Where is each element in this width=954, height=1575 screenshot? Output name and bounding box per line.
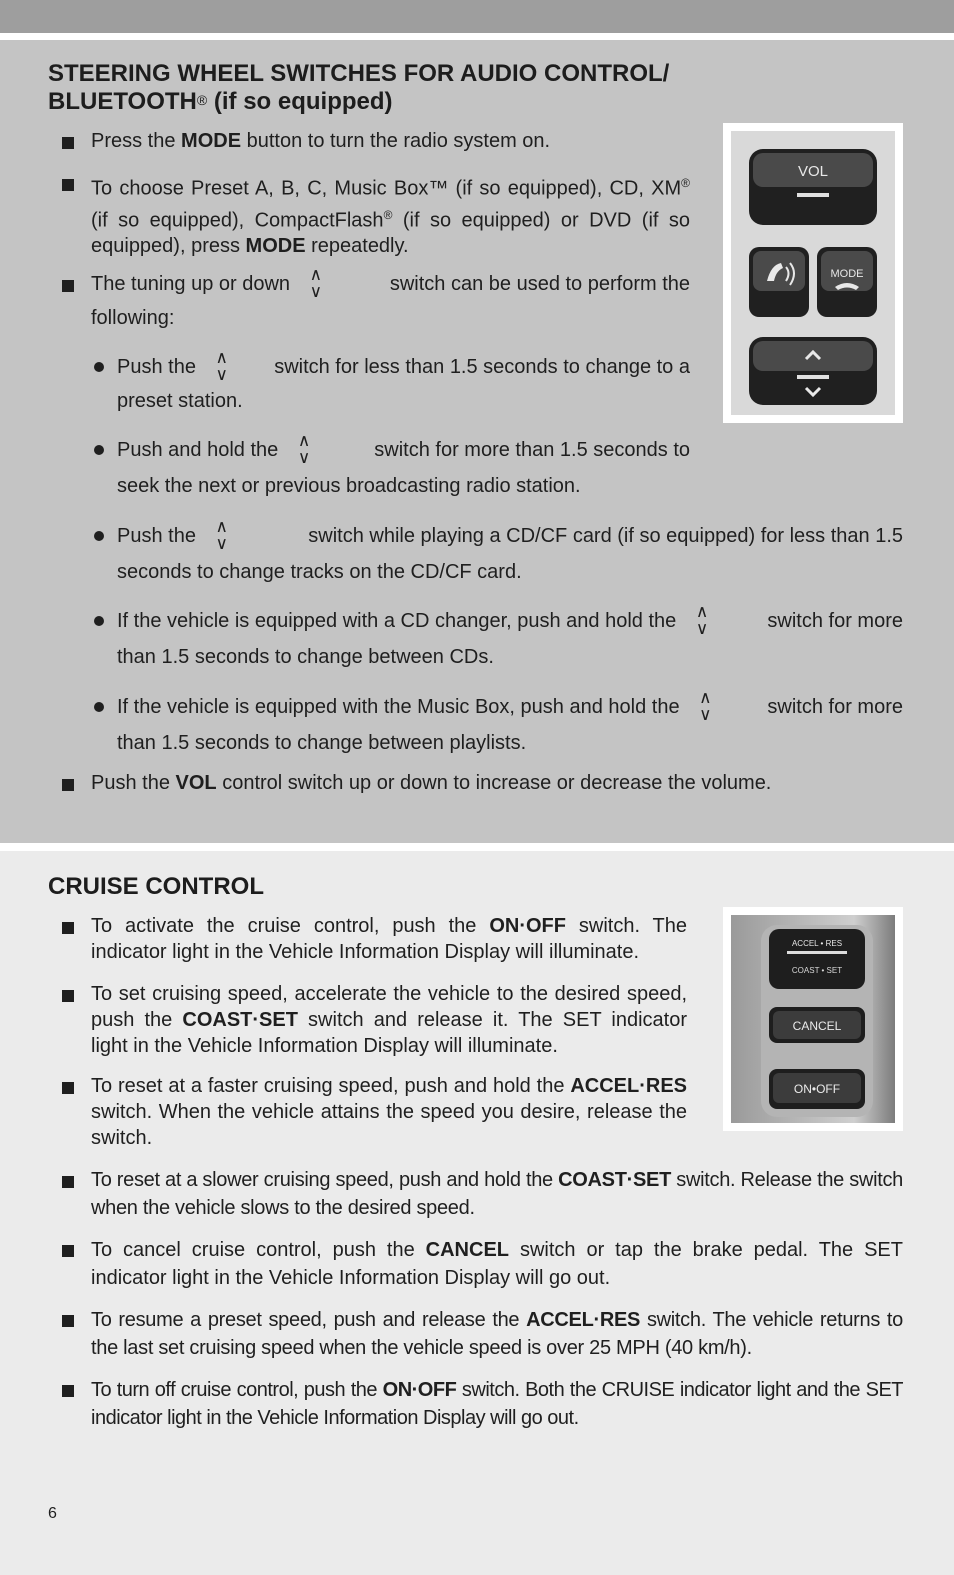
page-number: 6 (48, 1505, 57, 1522)
heading-line-2: BLUETOOTH® (if so equipped) (48, 88, 393, 115)
bullet-square (62, 1385, 74, 1397)
bullet-dot (94, 616, 104, 626)
bullet-dot (94, 702, 104, 712)
bullet-dot (94, 445, 104, 455)
accel-coast-switch (769, 929, 865, 989)
tune-track-cont: seconds to change tracks on the CD/CF card. (117, 561, 522, 583)
tuning-intro-following: following: (91, 307, 175, 329)
bullet-square (62, 1082, 74, 1094)
tune-up-down-icon: ∧ ∨ (215, 348, 228, 385)
top-band (0, 0, 954, 33)
cruise-switch-image (723, 907, 903, 1131)
cruise-section-heading: CRUISE CONTROL (48, 873, 264, 900)
mode-label: MODE (830, 268, 864, 280)
music-box-line: If the vehicle is equipped with the Music Box, push and hold the ∧ ∨ switch for more (117, 688, 903, 725)
audio-switch-image (723, 123, 903, 423)
tuning-intro-line: The tuning up or down ∧ ∨ switch can be used to perform the (91, 265, 690, 302)
cancel-label: CANCEL (792, 1019, 842, 1033)
tune-track-line: Push the ∧ ∨ switch while playing a CD/CF card (if so equipped) for less than 1.5 (117, 517, 903, 554)
mode-select-text: To choose Preset A, B, C, Music Box™ (if so equipped), CD, XM® (if so equipped), CompactFlash® (if so equipped) or DVD (if so equipped), press MODE repeatedly. (91, 176, 691, 258)
tune-short-press-line: Push the ∧ ∨ switch for less than 1.5 seconds to change to a (117, 348, 690, 385)
bullet-square (62, 779, 74, 791)
cruise-off-text: To turn off cruise control, push the ON·OFF switch. Both the CRUISE indicator light and the SET indicator light in the Vehicle Information Display will go out. (91, 1379, 904, 1429)
bullet-square (62, 990, 74, 1002)
accel-res-label: ACCEL • RES (791, 939, 843, 948)
bullet-square (62, 1315, 74, 1327)
bullet-square (62, 1245, 74, 1257)
tune-seek-cont: seek the next or previous broadcasting radio station. (117, 475, 581, 497)
audio-switch-illustration (731, 131, 895, 415)
tune-up-down-icon: ∧ ∨ (699, 688, 712, 725)
volume-text: Push the VOL control switch up or down to increase or decrease the volume. (91, 772, 772, 794)
coast-set-label: COAST • SET (791, 966, 843, 975)
vol-label: VOL (797, 163, 829, 180)
tune-seek-line: Push and hold the ∧ ∨ switch for more than 1.5 seconds to (117, 431, 690, 468)
cruise-activate-text: To activate the cruise control, push the ON·OFF switch. The indicator light in the Vehicle Information Display will illuminate. (91, 915, 688, 963)
cruise-cancel-text: To cancel cruise control, push the CANCEL switch or tap the brake pedal. The SET indicator light in the Vehicle Information Display will go out. (91, 1239, 903, 1289)
tune-up-down-icon: ∧ ∨ (309, 265, 323, 302)
cd-changer-line: If the vehicle is equipped with a CD changer, push and hold the ∧ ∨ switch for more (117, 602, 903, 639)
tune-short-press-cont: preset station. (117, 390, 243, 412)
bullet-square (62, 137, 74, 149)
cd-changer-cont: than 1.5 seconds to change between CDs. (117, 646, 494, 668)
cruise-slower-text: To reset at a slower cruising speed, push and hold the COAST·SET switch. Release the switch when the vehicle slows to the desired speed. (91, 1169, 904, 1219)
heading-line-1: STEERING WHEEL SWITCHES FOR AUDIO CONTROL/ (48, 60, 670, 87)
cruise-switch-illustration (731, 915, 895, 1123)
music-box-cont: than 1.5 seconds to change between playlists. (117, 732, 527, 754)
bullet-dot (94, 362, 104, 372)
bullet-square (62, 179, 74, 191)
cruise-faster-text: To reset at a faster cruising speed, push and hold the ACCEL·RES switch. When the vehicle attains the speed you desire, release the switch. (91, 1075, 687, 1149)
mode-power-text: Press the MODE button to turn the radio system on. (91, 130, 551, 152)
cruise-resume-text: To resume a preset speed, push and release the ACCEL·RES switch. The vehicle returns to the last set cruising speed when the vehicle speed is over 25 MPH (40 km/h). (91, 1309, 904, 1359)
on-off-label: ON•OFF (793, 1082, 841, 1096)
tune-up-down-icon: ∧ ∨ (215, 517, 228, 554)
cruise-set-text: To set cruising speed, accelerate the vehicle to the desired speed, push the COAST·SET switch and release it. The SET indicator light in the Vehicle Information Display will illuminate. (91, 983, 687, 1057)
audio-section-heading (48, 60, 669, 116)
bullet-dot (94, 531, 104, 541)
tune-up-down-icon: ∧ ∨ (695, 602, 709, 639)
bullet-square (62, 280, 74, 292)
bullet-square (62, 1176, 74, 1188)
tune-up-down-icon: ∧ ∨ (297, 431, 311, 468)
bullet-square (62, 922, 74, 934)
